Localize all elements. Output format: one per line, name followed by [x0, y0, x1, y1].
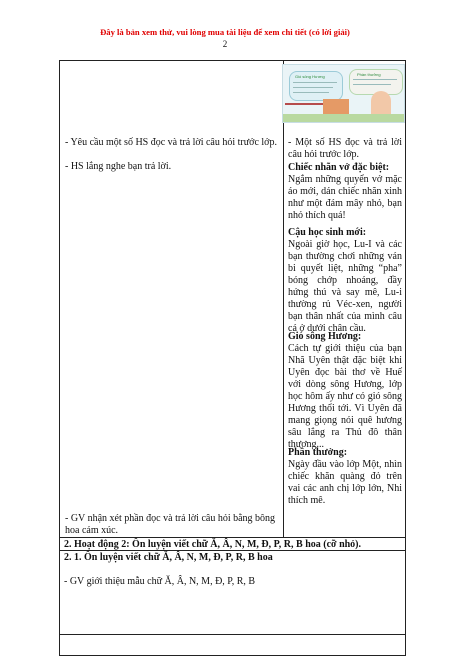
page-number: 2: [222, 39, 228, 49]
house-drawing: [323, 99, 349, 115]
left-instruction: - HS lắng nghe bạn trả lời.: [65, 161, 172, 172]
story-summary: [288, 447, 402, 507]
preview-banner: Đây là bản xem thử, vui lòng mua tài liệu để xem chi tiết (có lời giải): [100, 27, 350, 37]
story-body: Ngoài giờ học, Lu-I và các bạn thường chơi những ván bi quyết liệt, những “pha” bóng chớp nhoáng, đầy hứng thú và say mê, Lu-i thường rủ Véc-xen, người bạn thân nhất của mình câu cá ở dưới chân cầu.: [288, 239, 402, 334]
section-heading: 2. 1. Ôn luyện viết chữ Ă, Â, N, M, Đ, P, R, B hoa: [64, 552, 273, 563]
story-title: Cậu học sinh mới:: [288, 227, 367, 238]
story-body: Ngày đầu vào lớp Một, nhìn chiếc khăn quàng đỏ trên vai các anh chị lớp lớn, Nhi thích mê.: [288, 459, 402, 506]
teacher-instruction: - GV giới thiệu mẫu chữ Ă, Â, N, M, Đ, P, R, B: [64, 576, 256, 587]
story-illustration: [282, 64, 405, 123]
bubble-title: Gió sông Hương: [295, 74, 325, 79]
grass-drawing: [283, 114, 404, 122]
lesson-table: [59, 60, 406, 656]
bubble-title: Phần thưởng: [357, 72, 381, 77]
student-response: - Một số HS đọc và trả lời câu hỏi trước lớp.: [288, 137, 402, 160]
story-summary: [288, 227, 402, 335]
story-summary: [288, 162, 402, 222]
story-title: Phần thưởng:: [288, 447, 348, 458]
story-body: Cách tự giới thiệu của bạn Nhã Uyên thật đặc biệt khi Uyên đọc bài thơ về Huế với dòng sông Hương, lớp học hôm ấy như có gió sông Hương thổi tới. Vì Uyên đã mang giọng nói quê hương sâu lắng ra Thủ đô thân thương...: [288, 343, 402, 450]
row-divider: [60, 537, 405, 538]
story-title: Chiếc nhãn vở đặc biệt:: [288, 162, 390, 173]
story-title: Gió sông Hương:: [288, 331, 362, 342]
story-body: Ngắm những quyển vở mặc áo mới, dán chiếc nhãn xinh như một đám mây nhỏ, bạn nhỏ thích quá!: [288, 174, 402, 221]
column-divider: [283, 61, 284, 537]
teacher-feedback: - GV nhận xét phần đọc và trả lời câu hỏi bằng bông hoa cảm xúc.: [65, 513, 276, 536]
row-divider: [60, 634, 405, 635]
left-instruction: - Yêu cầu một số HS đọc và trả lời câu hỏi trước lớp.: [65, 137, 277, 148]
activity-heading: 2. Hoạt động 2: Ôn luyện viết chữ Ă, Â, N, M, Đ, P, R, B hoa (cỡ nhỏ).: [64, 539, 362, 550]
story-summary: [288, 331, 402, 451]
